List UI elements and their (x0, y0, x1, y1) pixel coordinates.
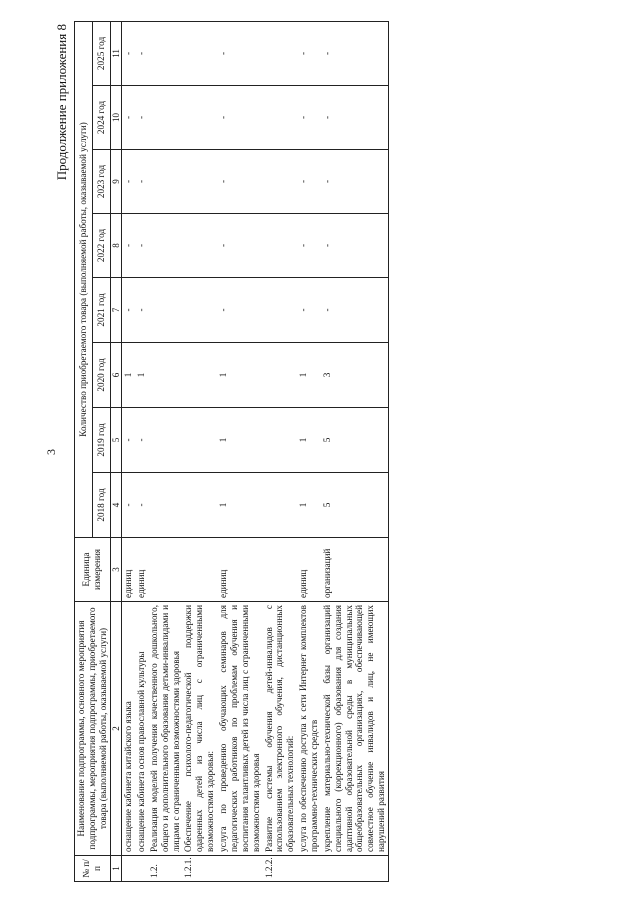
header-num: № п/п (75, 856, 111, 882)
row-value: - (321, 214, 389, 278)
row-value: - (135, 408, 148, 473)
continuation-caption: Продолжение приложения 8 (54, 24, 69, 181)
year-header: 2023 год (92, 150, 110, 214)
row-value (148, 86, 183, 150)
row-number (217, 856, 262, 882)
row-value (182, 408, 217, 473)
row-number (297, 856, 321, 882)
row-value (182, 343, 217, 408)
year-header: 2018 год (92, 473, 110, 538)
appendix-table (74, 21, 389, 882)
row-value (182, 278, 217, 343)
row-unit (182, 538, 217, 602)
row-value: - (321, 86, 389, 150)
row-value: - (297, 278, 321, 343)
column-number: 11 (110, 21, 122, 85)
row-value: - (122, 278, 135, 343)
row-value: 1 (297, 343, 321, 408)
table-row (217, 21, 262, 881)
row-value (148, 408, 183, 473)
table-row (321, 21, 389, 881)
column-number: 4 (110, 473, 122, 538)
row-value: - (135, 473, 148, 538)
row-value: - (217, 278, 262, 343)
row-value: - (321, 21, 389, 85)
row-value: - (122, 150, 135, 214)
row-unit: организаций (321, 538, 389, 602)
year-header: 2021 год (92, 278, 110, 343)
column-number: 7 (110, 278, 122, 343)
row-value (182, 214, 217, 278)
row-value: - (122, 21, 135, 85)
table-row (263, 21, 298, 881)
row-value: 1 (217, 343, 262, 408)
row-number (135, 856, 148, 882)
row-value: - (122, 86, 135, 150)
row-value (263, 408, 298, 473)
row-value: - (122, 473, 135, 538)
column-number: 9 (110, 150, 122, 214)
row-value (182, 21, 217, 85)
row-value: - (321, 150, 389, 214)
row-name: укрепление материально-технической базы организаций специального (коррекционного) образования для создания адаптивной образовательной среды в муниципальных общеобразовательных организациях, обеспечивающей совместное обучение инвалидов и лиц, не имеющих нарушений развития (321, 602, 389, 856)
row-value: - (217, 21, 262, 85)
row-name: оснащение кабинета основ православной культуры (135, 602, 148, 856)
row-value: - (122, 408, 135, 473)
row-value: 1 (297, 473, 321, 538)
row-value: - (217, 214, 262, 278)
row-number: 1.2.1. (182, 856, 217, 882)
column-number: 1 (110, 856, 122, 882)
row-value (148, 21, 183, 85)
row-name: Реализация моделей получения качественного дошкольного, общего и дополнительного образования детьми-инвалидами и лицами с ограниченными возможностями здоровья (148, 602, 183, 856)
table-row (148, 21, 183, 881)
row-number (122, 856, 135, 882)
column-number: 6 (110, 343, 122, 408)
row-value: 1 (297, 408, 321, 473)
column-number: 5 (110, 408, 122, 473)
row-value (263, 86, 298, 150)
row-value (148, 343, 183, 408)
row-value: 3 (321, 343, 389, 408)
row-name: услуга по проведению обучающих семинаров для педагогических работников по проблемам обучения и воспитания талантливых детей из числа лиц с ограниченными возможностями здоровья (217, 602, 262, 856)
rotated-page (40, 22, 640, 882)
row-value: 1 (217, 473, 262, 538)
row-value: 1 (122, 343, 135, 408)
row-name: Развитие системы обучения детей-инвалидов с использованием электронного обучения, дистанционных образовательных технологий: (263, 602, 298, 856)
column-number: 2 (110, 602, 122, 856)
row-value (263, 473, 298, 538)
row-number (321, 856, 389, 882)
row-name: услуга по обеспечению доступа к сети Интернет комплектов программно-технических средств (297, 602, 321, 856)
row-value: - (217, 86, 262, 150)
row-value: - (135, 214, 148, 278)
row-value: 5 (321, 408, 389, 473)
table-body (122, 21, 389, 881)
row-value: 5 (321, 473, 389, 538)
column-number-row (110, 21, 122, 881)
row-value: - (297, 214, 321, 278)
page-number: 3 (44, 449, 58, 455)
column-number: 10 (110, 86, 122, 150)
row-name: Обеспечение психолого-педагогической поддержки одаренных детей из числа лиц с ограниченными возможностями здоровья: (182, 602, 217, 856)
row-value (148, 150, 183, 214)
row-value (148, 214, 183, 278)
table-row (297, 21, 321, 881)
row-value: - (297, 150, 321, 214)
row-name: оснащение кабинета китайского языка (122, 602, 135, 856)
row-value (263, 278, 298, 343)
row-value: - (135, 21, 148, 85)
row-unit (148, 538, 183, 602)
row-value: - (135, 86, 148, 150)
row-value (148, 473, 183, 538)
table-row (182, 21, 217, 881)
row-value: - (122, 214, 135, 278)
row-value (182, 473, 217, 538)
row-value (263, 150, 298, 214)
table-row (122, 21, 135, 881)
row-unit: единиц (297, 538, 321, 602)
year-header: 2019 год (92, 408, 110, 473)
row-unit: единиц (122, 538, 135, 602)
row-number: 1.2. (148, 856, 183, 882)
header-unit: Единица измерения (75, 538, 111, 602)
row-value: - (297, 21, 321, 85)
row-unit: единиц (135, 538, 148, 602)
row-value: - (135, 150, 148, 214)
row-value: - (135, 278, 148, 343)
row-value (263, 343, 298, 408)
row-value (148, 278, 183, 343)
row-value: 1 (217, 408, 262, 473)
header-quantity: Количество приобретаемого товара (выполняемой работы, оказываемой услуги) (75, 21, 93, 537)
year-header: 2020 год (92, 343, 110, 408)
column-number: 3 (110, 538, 122, 602)
table-row (135, 21, 148, 881)
row-value: 1 (135, 343, 148, 408)
row-unit (263, 538, 298, 602)
row-value (263, 21, 298, 85)
year-header: 2024 год (92, 86, 110, 150)
row-value (182, 86, 217, 150)
column-number: 8 (110, 214, 122, 278)
row-number: 1.2.2. (263, 856, 298, 882)
row-value (263, 214, 298, 278)
row-value: - (321, 278, 389, 343)
row-value: - (217, 150, 262, 214)
header-name: Наименование подпрограммы, основного мероприятия подпрограммы, мероприятия подпрограммы, приобретаемого товара (выполняемой работы, оказываемой услуги) (75, 602, 111, 856)
year-header: 2025 год (92, 21, 110, 85)
row-value: - (297, 86, 321, 150)
row-value (182, 150, 217, 214)
year-header: 2022 год (92, 214, 110, 278)
row-unit: единиц (217, 538, 262, 602)
